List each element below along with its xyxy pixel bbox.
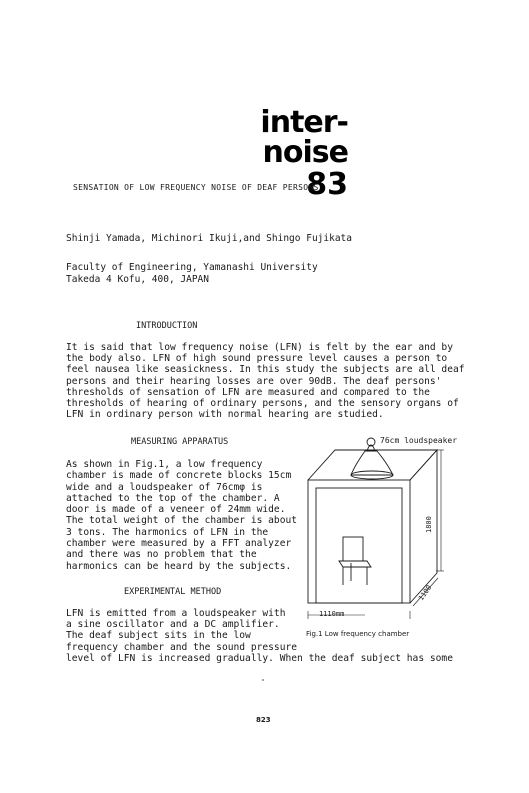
authors: Shinji Yamada, Michinori Ikuji,and Shingo Fujikata (66, 233, 352, 244)
paragraph-line: chamber were measured by a FFT analyzer (66, 538, 292, 550)
paragraph-line: 3 tons. The harmonics of LFN in the (66, 526, 269, 538)
paragraph-line: frequency chamber and the sound pressure (66, 641, 298, 653)
paragraph-line: It is said that low frequency noise (LFN) is felt by the ear and by (66, 342, 453, 353)
logo-line1: inter-noise (260, 105, 348, 170)
page-number: 823 (256, 716, 271, 724)
paragraph-line: The total weight of the chamber is about (66, 515, 298, 527)
height-label: 1800 (425, 516, 433, 533)
paragraph-line: chamber is made of concrete blocks 15cm (66, 470, 292, 482)
chair-seat (339, 561, 371, 567)
paragraph-line: a sine oscillator and a DC amplifier. (66, 619, 280, 631)
paragraph-line: harmonics can be heard by the subjects. (66, 560, 292, 572)
width-label: 1110mm (319, 610, 345, 618)
paragraph-line: the body also. LFN of high sound pressure level causes a person to (66, 353, 448, 365)
chair-back (343, 537, 363, 561)
paragraph-line: The deaf subject sits in the low (66, 630, 251, 642)
logo-line2: 83 (306, 167, 348, 202)
speck (262, 679, 264, 681)
paragraph-line: door is made of a veneer of 24mm wide. (66, 504, 286, 516)
paragraph-line: feel nausea like seasickness. In this study the subjects are all deaf (66, 364, 465, 376)
section-heading-apparatus: MEASURING APPARATUS (131, 437, 229, 447)
paragraph-line: As shown in Fig.1, a low frequency (66, 459, 263, 470)
figure-caption: Fig.1 Low frequency chamber (306, 630, 410, 638)
paper-title: SENSATION OF LOW FREQUENCY NOISE OF DEAF PERSONS (73, 183, 319, 192)
affiliation-line: Takeda 4 Kofu, 400, JAPAN (66, 273, 209, 285)
paragraph-line: level of LFN is increased gradually. When the deaf subject has some (66, 652, 453, 664)
section-heading-introduction: INTRODUCTION (136, 321, 198, 331)
section-heading-method: EXPERIMENTAL METHOD (124, 587, 222, 597)
paragraph-line: thresholds of sensation of LFN are measured and compared to the (66, 386, 430, 398)
paragraph-line: and there was no problem that the (66, 549, 257, 561)
chamber-front (308, 480, 410, 603)
introduction-paragraph (66, 342, 465, 420)
speaker-label: 76cm loudspeaker (380, 436, 458, 445)
chamber-doorway (316, 488, 402, 603)
paragraph-line: LFN in ordinary person with normal hearing are studied. (66, 409, 384, 421)
depth-label: 1100 (417, 583, 434, 603)
paragraph-line: wide and a loudspeaker of 76cmφ is (66, 481, 263, 493)
paragraph-line: persons and their hearing losses are over 90dB. The deaf persons' (66, 375, 442, 387)
affiliation-line: Faculty of Engineering, Yamanashi University (66, 262, 318, 273)
apparatus-paragraph (66, 459, 297, 572)
paragraph-line: thresholds of hearing of ordinary persons, and the sensory organs of (66, 398, 459, 410)
affiliation (66, 262, 318, 285)
chamber-figure (305, 433, 480, 628)
paragraph-line: attached to the top of the chamber. A (66, 492, 280, 504)
paragraph-line: LFN is emitted from a loudspeaker with (66, 608, 286, 619)
